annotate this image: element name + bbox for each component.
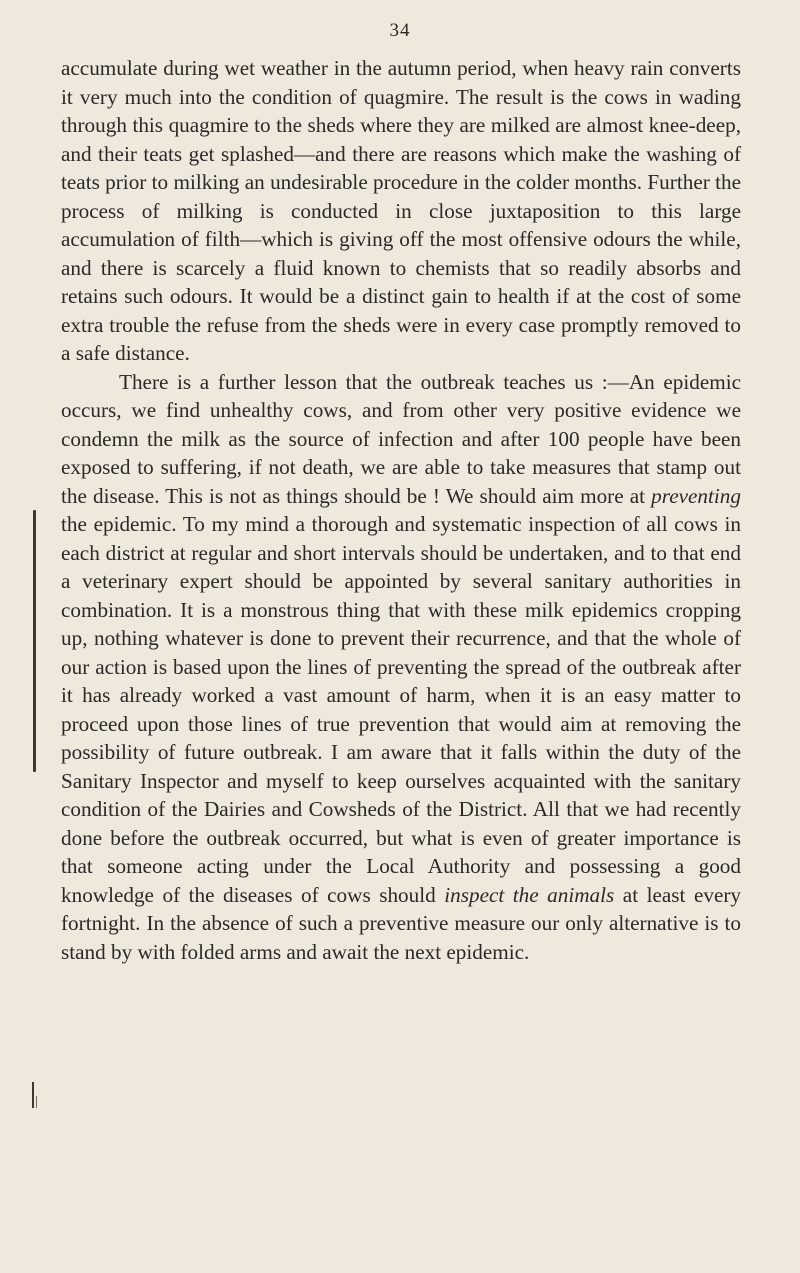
emphasis-inspect-the-animals: inspect the animals bbox=[444, 882, 615, 907]
emphasis-preventing: preventing bbox=[651, 483, 741, 508]
paragraph-2 bbox=[61, 368, 741, 967]
margin-marker-small bbox=[32, 1082, 34, 1108]
margin-marker-small-secondary bbox=[36, 1096, 37, 1108]
paragraph-2-part-c: at least every fortnight. In the absence of such a preventive measure our only alternative is to stand by with folded arms and await the next epidemic. bbox=[61, 882, 741, 964]
paragraph-2-part-b: the epidemic. To my mind a thorough and systematic inspection of all cows in each district at regular and short intervals should be undertaken, and to that end a veterinary expert should be appointed by several sanitary authorities in combination. It is a monstrous thing that with these milk epidemics cropping up, nothing whatever is done to prevent their recurrence, and that the whole of our action is based upon the lines of preventing the spread of the outbreak after it has already worked a vast amount of harm, when it is an easy matter to proceed upon those lines of true prevention that would aim at removing the possibility of future outbreak. I am aware that it falls within the duty of the Sanitary Inspector and myself to keep ourselves acquainted with the sanitary condition of the Dairies and Cowsheds of the District. All that we had recently done before the outbreak occurred, but what is even of greater importance is that someone acting under the Local Authority and possessing a good knowledge of the diseases of cows should bbox=[61, 512, 741, 907]
paragraph-2-part-a: There is a further lesson that the outbreak teaches us :—An epidemic occurs, we find unhealthy cows, and from other very positive evidence we condemn the milk as the source of infection and after 100 people have been exposed to suffering, if not death, we are able to take measures that stamp out the disease. This is not as things should be ! We should aim more at bbox=[61, 369, 741, 508]
margin-marker-line bbox=[33, 510, 36, 772]
page-number: 34 bbox=[389, 20, 411, 41]
paragraph-1: accumulate during wet weather in the autumn period, when heavy rain converts it very much into the condition of quagmire. The result is the cows in wading through this quagmire to the sheds where they are milked are almost knee-deep, and their teats get splashed—and there are reasons which make the washing of teats prior to milking an undesirable procedure in the colder months. Further the process of milking is conducted in close juxtaposition to this large accumulation of filth—which is giving off the most offensive odours the while, and there is scarcely a fluid known to chemists that so readily absorbs and retains such odours. It would be a distinct gain to health if at the cost of some extra trouble the refuse from the sheds were in every case promptly removed to a safe distance. bbox=[61, 56, 741, 365]
body-text bbox=[61, 54, 741, 966]
